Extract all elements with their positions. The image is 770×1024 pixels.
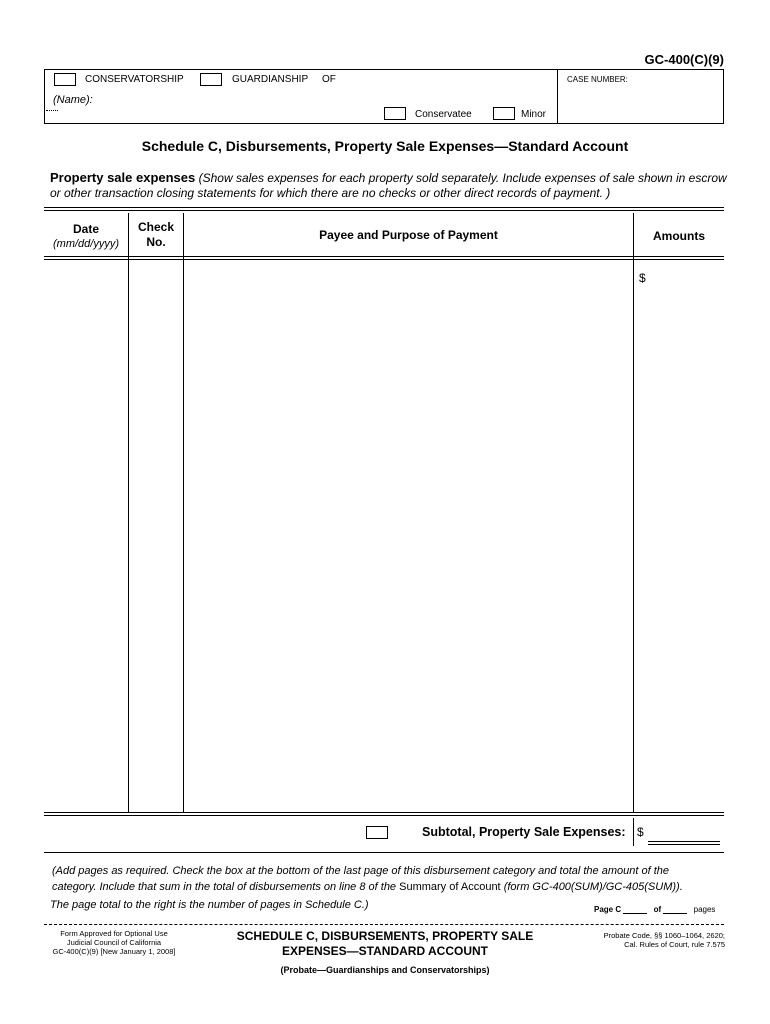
caption-divider: [557, 70, 558, 123]
footer-subtitle: (Probate—Guardianships and Conservatorships): [280, 965, 490, 975]
footer-title-line-2: EXPENSES—STANDARD ACCOUNT: [281, 944, 488, 958]
date-header-label: Date: [72, 222, 99, 236]
judicial-council-text: Judicial Council of California: [66, 938, 162, 947]
footnote-line-2c: (form GC-400(SUM)/GC-405(SUM)).: [503, 881, 683, 893]
guardianship-checkbox[interactable]: [200, 73, 222, 86]
form-revision-text: GC-400(C)(9) [New January 1, 2008]: [52, 947, 176, 956]
table-top-rule: [44, 207, 724, 211]
subtotal-amount-field[interactable]: [648, 841, 720, 845]
minor-label: Minor: [521, 109, 547, 120]
form-number: GC-400(C)(9): [644, 52, 724, 67]
name-label: (Name):: [53, 94, 93, 106]
check-header-label: Check: [137, 220, 175, 234]
amounts-header: Amounts: [653, 229, 705, 243]
name-field[interactable]: [46, 110, 58, 111]
footer-title: [200, 929, 570, 975]
instructions-text: (Show sales expenses for each property sold separately. Include expenses of sale shown in escrow or other transaction closing statements for which there are no checks or other direct records of payment. ): [50, 171, 727, 200]
footnote-line-3: The page total to the right is the number of pages in Schedule C.): [50, 899, 369, 911]
pages-label: pages: [693, 905, 716, 914]
payee-header: Payee and Purpose of Payment: [319, 228, 498, 242]
conservatee-checkbox[interactable]: [384, 107, 406, 120]
table-bottom-rule: [44, 812, 724, 816]
page-label: Page C: [594, 905, 622, 914]
instructions: [50, 170, 730, 201]
amounts-dollar-sign: $: [639, 271, 646, 285]
footer-right: [580, 931, 725, 949]
conservatee-label: Conservatee: [415, 109, 472, 120]
date-header: [44, 222, 128, 252]
instructions-heading: Property sale expenses: [50, 170, 196, 185]
page-count: [594, 904, 715, 914]
guardianship-label: GUARDIANSHIP: [232, 74, 309, 85]
caption-box: [44, 69, 724, 124]
check-header: [129, 220, 183, 250]
footnote: [52, 863, 732, 895]
footnote-summary-ref: Summary of Account: [399, 881, 501, 893]
subtotal-bottom-rule: [44, 852, 724, 853]
payee-column-field[interactable]: [184, 262, 632, 811]
subtotal-dollar-sign: $: [637, 825, 644, 839]
form-approval-text: Form Approved for Optional Use: [60, 929, 168, 938]
footnote-line-2a: category. Include that sum in the total of disbursements on line 8 of the: [52, 881, 397, 893]
date-column-field[interactable]: [45, 262, 127, 811]
check-number-label: No.: [146, 235, 166, 249]
amounts-column-field[interactable]: [634, 262, 724, 811]
footnote-line-2: [52, 879, 732, 895]
conservatorship-checkbox[interactable]: [54, 73, 76, 86]
of-label: OF: [322, 74, 336, 85]
page-of-label: of: [653, 905, 662, 914]
conservatorship-label: CONSERVATORSHIP: [85, 74, 184, 85]
check-column-field[interactable]: [129, 262, 182, 811]
footer-left: [44, 929, 184, 956]
total-pages-field[interactable]: [663, 904, 687, 914]
probate-code-text: Probate Code, §§ 1060–1064, 2620;: [603, 931, 725, 940]
subtotal-label: Subtotal, Property Sale Expenses:: [422, 825, 626, 839]
table-header-rule: [44, 256, 724, 260]
minor-checkbox[interactable]: [493, 107, 515, 120]
rules-of-court-text: Cal. Rules of Court, rule 7.575: [624, 940, 725, 949]
schedule-title: Schedule C, Disbursements, Property Sale Expenses—Standard Account: [141, 138, 629, 154]
last-page-checkbox[interactable]: [366, 826, 388, 839]
footnote-line-1: (Add pages as required. Check the box at the bottom of the last page of this disbursement category and total the amount of the: [52, 865, 669, 877]
subtotal-divider: [633, 818, 634, 846]
case-number-field[interactable]: [567, 86, 717, 120]
case-number-label: CASE NUMBER:: [567, 75, 628, 84]
page-number-field[interactable]: [623, 904, 647, 914]
footer-rule: [44, 924, 724, 925]
date-format-label: (mm/dd/yyyy): [53, 238, 119, 250]
footer-title-line-1: SCHEDULE C, DISBURSEMENTS, PROPERTY SALE: [236, 929, 534, 943]
